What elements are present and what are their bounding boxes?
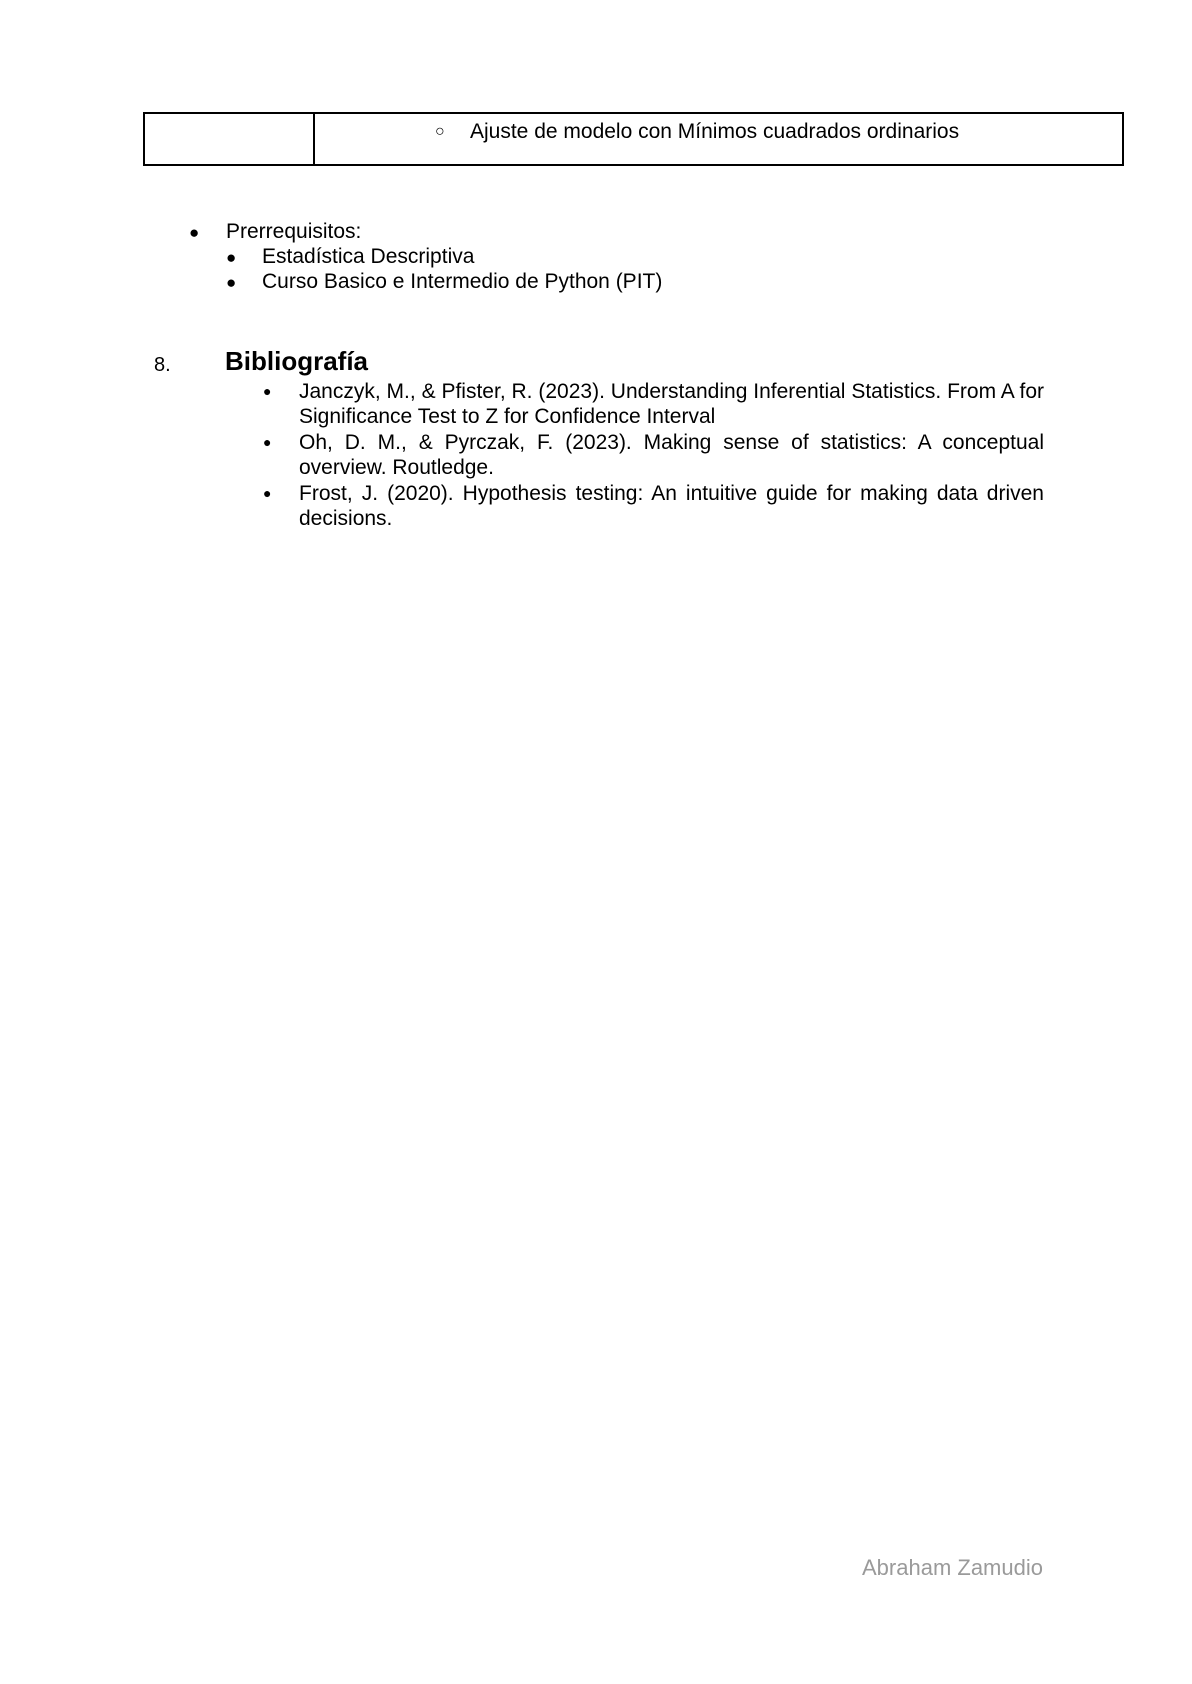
section-title: Bibliografía <box>225 346 369 376</box>
bullet-icon: ● <box>189 223 200 242</box>
section-number: 8. <box>154 354 171 376</box>
table-cell-text: Ajuste de modelo con Mínimos cuadrados ordinarios <box>470 120 960 143</box>
table-cell-left <box>145 114 315 164</box>
bullet-icon: ● <box>226 248 237 267</box>
circle-bullet-icon: ○ <box>435 123 445 140</box>
reference-item: Janczyk, M., & Pfister, R. (2023). Understanding Inferential Statistics. From A for Significance Test to Z for Confidence Interval <box>299 380 1044 428</box>
prerequisite-item: Estadística Descriptiva <box>262 245 475 268</box>
reference-item: Oh, D. M., & Pyrczak, F. (2023). Making sense of statistics: A conceptual overview. Routledge. <box>299 431 1044 479</box>
bullet-icon: ● <box>263 434 272 450</box>
prerequisite-item: Curso Basico e Intermedio de Python (PIT) <box>262 270 663 293</box>
content-table <box>143 112 1124 166</box>
table-cell-right <box>315 114 1122 164</box>
bullet-icon: ● <box>263 383 272 399</box>
prerequisites-label: Prerrequisitos: <box>226 220 362 243</box>
footer-author: Abraham Zamudio <box>862 1555 1043 1580</box>
bullet-icon: ● <box>226 273 237 292</box>
reference-item: Frost, J. (2020). Hypothesis testing: An intuitive guide for making data driven decisions. <box>299 482 1044 530</box>
bullet-icon: ● <box>263 485 272 501</box>
